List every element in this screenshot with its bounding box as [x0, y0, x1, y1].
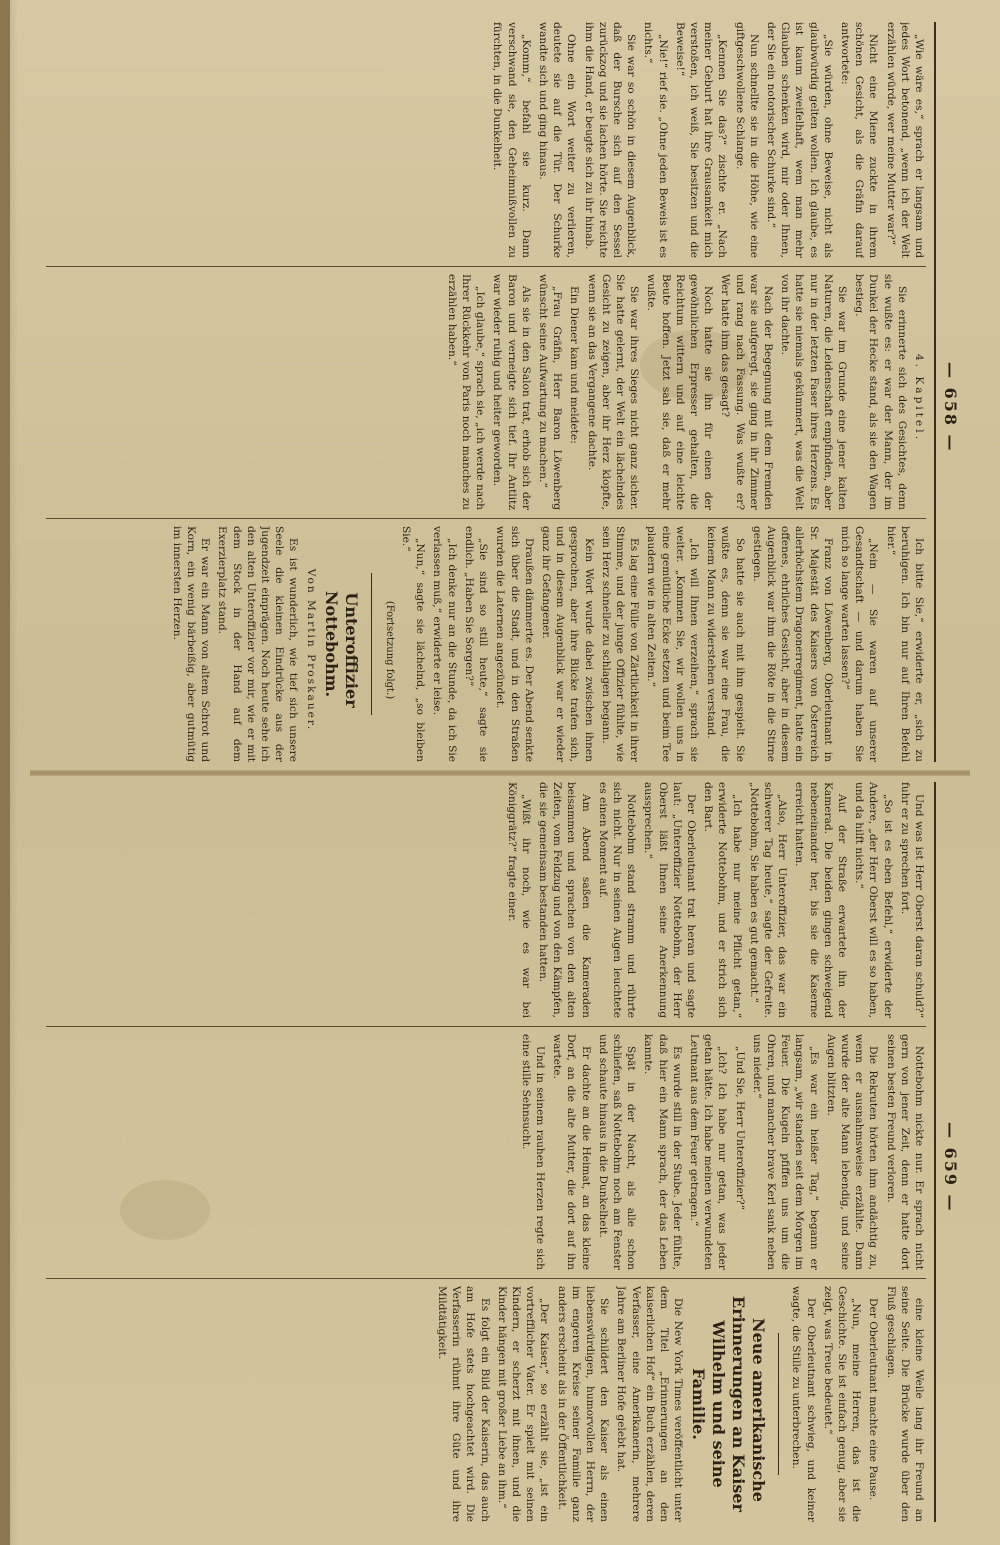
paragraph: „Nie!“ rief sie. „Ohne jeden Beweis ist es nichts.“ [642, 22, 669, 258]
column-2 [46, 1034, 926, 1270]
page-gutter [30, 770, 970, 776]
paragraph: Auf der Straße erwartete ihn der Kamerad. Die beiden gingen schweigend nebeneinander her, bis sie die Kaserne erreicht hatten. [793, 782, 848, 1018]
paragraph: Es wurde still in der Stube. Jeder fühlte, daß hier ein Mann sprach, der das Leben kannte. [642, 1034, 683, 1270]
paragraph: „Ich habe nur meine Pflicht getan,“ erwiderte Nottebohm, und er strich sich den Bart. [702, 782, 743, 1018]
paragraph: „Nun, meine Herren, das ist die Geschichte. Sie ist einfach genug, aber sie zeigt, was Treue bedeutet.“ [821, 1286, 863, 1522]
paragraph: „Komm,“ befahl sie kurz. Dann verschwand sie, den Geheimnißvollen zu fürchten, in die Dunkelheit. [491, 22, 532, 258]
section-divider [778, 1333, 779, 1475]
paragraph: „Ich? Ich habe nur getan, was jeder getan hätte. Ich habe meinen verwundeten Leutnant aus dem Feuer getragen.“ [687, 1034, 729, 1270]
paragraph: „Also, Herr Unteroffizier, das war ein schwerer Tag heute,“ sagte der Gefreite. „Nottebohm, Sie haben es gut gemacht.“ [747, 782, 789, 1018]
paragraph: Ich bitte Sie,“ erwiderte er, „sich zu beruhigen. Ich bin nur auf Ihren Befehl hier.“ [884, 526, 925, 762]
paragraph: Und was ist Herr Oberst daran schuld?“ fuhr er zu sprechen fort. [898, 782, 925, 1018]
paragraph: „Sie sind so still heute,“ sagte sie endlich. „Haben Sie Sorgen?“ [462, 526, 490, 762]
paragraph: „Sie würden, ohne Beweise, nicht als glaubwürdig gelten wollen. Ich glaube, es ist kaum zweifelhaft, wem man mehr Glauben schenken wird, mir oder Ihnen, der Sie ein notorischer Schurke sind.“ [764, 22, 834, 258]
paragraph: Nottebohm stand stramm und rührte sich nicht. Nur in seinen Augen leuchtete es einen Moment auf. [596, 782, 638, 1018]
paragraph: Der Oberleutnant schwieg, und keiner wagte, die Stille zu unterbrechen. [790, 1286, 817, 1522]
story-heading: Neue amerikanische Erinnerungen an Kaiser Wilhelm und seine Familie. [689, 1296, 769, 1512]
paragraph: Sie erinnerte sich des Gesichtes, denn sie wußte es: er war der Mann, der im Dunkel der Hecke stand, als sie den Wagen bestieg. [853, 274, 908, 510]
paragraph: „Frau Gräfin, Herr Baron Löwenberg wünscht seine Aufwartung zu machen.“ [536, 274, 564, 510]
page-658 [30, 22, 970, 762]
paragraph: Sie war so schön in diesem Augenblick, daß der Bursche sich auf den Sessel zurückzog und sie lachen hörte. Sie reichte ihm die Hand, er beugte sich zu ihr hinab. [582, 22, 638, 258]
paragraph: Es folgt ein Bild der Kaiserin, das auch am Hofe stets hochgeachtet wird. Die Verfasserin rühmt ihre Güte und ihre Mildtätigkeit. [435, 1286, 491, 1522]
paragraph: Nach der Begegnung mit dem Fremden war sie aufgeregt, sie ging in ihr Zimmer und rang nach Fassung. Was wußte er? Wer hatte ihm das gesagt? [719, 274, 774, 510]
column-1 [46, 22, 926, 258]
story-heading: Unteroffizier Nottebohm. [321, 590, 361, 708]
column-3 [46, 1286, 926, 1522]
continuation-note: (Fortsetzung folgt.) [383, 600, 395, 700]
paragraph: Am Abend saßen die Kameraden beisammen und sprachen von den alten Zeiten, vom Feldzug und von den Kämpfen, die sie gemeinsam bestanden hatten. [536, 782, 592, 1018]
paragraph: Es ist wunderlich, wie tief sich unsere Seele die kleinen Eindrücke aus der Jugendzeit einprägen. Noch heute sehe ich den alten Unteroffizier vor mir, wie er mit dem Stock in der Hand auf dem Exerzierplatz stand. [216, 526, 300, 762]
paragraph: Es lag eine Fülle von Zärtlichkeit in ihrer Stimme, und der junge Offizier fühlte, wie sein Herz schneller zu schlagen begann. [599, 526, 641, 762]
page-number: — 659 — [941, 1122, 960, 1213]
page-columns [46, 782, 926, 1522]
page-header [934, 782, 962, 1522]
paragraph: Franz von Löwenberg, Oberleutnant in Sr. Majestät des Kaisers von Österreich allerhöchstem Dragonerregiment, hatte ein offenes, ehrliches Gesicht, aber in diesem Augenblick war ihm die Röte in die Stirne gestiegen. [750, 526, 834, 762]
paragraph: Noch hatte sie ihn für einen der gewöhnlichen Erpresser gehalten, die Reichtum wittern und auf eine leichte Beute hoffen. Jetzt sah sie, daß er mehr wußte. [645, 274, 715, 510]
page-header [934, 22, 962, 762]
paragraph: Er dachte an die Heimat, an das kleine Dorf, an die alte Mutter, die dort auf ihn wartete. [551, 1034, 592, 1270]
paragraph: „Nein — Sie waren auf unserer Gesandtschaft — und darum haben Sie mich so lange warten lassen?“ [838, 526, 880, 762]
page-columns [46, 22, 926, 762]
paragraph: „Es war ein heißer Tag,“ begann er langsam, „wir standen seit dem Morgen im Feuer. Die Kugeln pfiffen uns um die Ohren, und mancher brave Kerl sank neben uns nieder.“ [750, 1034, 820, 1270]
page-659 [30, 782, 970, 1522]
column-rule [46, 1278, 926, 1279]
chapter-heading: 4. Kapitel. [913, 353, 925, 443]
paragraph: „Und Sie, Herr Unteroffizier?“ [733, 1046, 746, 1211]
column-3 [46, 526, 926, 762]
paragraph: Draußen dämmerte es. Der Abend senkte sich über die Stadt, und in den Straßen wurden die Laternen angezündet. [494, 526, 535, 762]
story-byline: Von Martin Proskauer. [304, 568, 317, 732]
paragraph: Der Oberleutnant machte eine Pause. [867, 1298, 880, 1501]
paragraph: Sie schildert den Kaiser als einen liebenswürdigen, humorvollen Herrn, der im engeren Kreise seiner Familie ganz anders erscheint als in der Öffentlichkeit. [555, 1286, 611, 1522]
paragraph: „Der Kaiser,“ so erzählt sie, „ist ein vortrefflicher Vater. Er spielt mit seinen Kindern, er scherzt mit ihnen, und die Kinder hängen mit großer Liebe an ihm.“ [495, 1286, 551, 1522]
paragraph: Nun schnellte sie in die Höhe, wie eine giftgeschwollene Schlange. [733, 22, 760, 258]
binding-edge [0, 0, 10, 1545]
paragraph: Kein Wort wurde dabei zwischen ihnen gesprochen, aber ihre Blicke trafen sich, und in diesem Augenblick war er wieder ganz ihr Gefangener. [539, 526, 595, 762]
paragraph: Sie war ihres Sieges nicht ganz sicher. Sie hatte gelernt, der Welt ein lächelndes Gesicht zu zeigen, aber ihr Herz klopfte, wenn sie an das Vergangene dachte. [585, 274, 641, 510]
column-rule [46, 1026, 926, 1027]
paragraph: „Kennen Sie das?“ zischte er. „Nach meiner Geburt hat ihre Grausamkeit mich verstoßen, ich weiß, Sie besitzen und die Beweise!“ [673, 22, 729, 258]
section-divider [371, 573, 372, 715]
paragraph: Nicht eine Miene zuckte in ihrem schönen Gesicht, als die Gräfin darauf antwortete: [838, 22, 880, 258]
paragraph: „Ich denke nur an die Stunde, da ich Sie verlassen muß,“ erwiderte er leise. [431, 526, 458, 762]
paragraph: Ein Diener kam und meldete: [568, 286, 581, 444]
paragraph: Der Oberleutnant trat heran und sagte laut: „Unteroffizier Nottebohm, der Herr Oberst läßt Ihnen seine Anerkennung aussprechen.“ [642, 782, 697, 1018]
column-2 [46, 274, 926, 510]
paragraph: „Wie wäre es,“ sprach er langsam und jedes Wort betonend, „wenn ich der Welt erzählen würde, wer meine Mutter war?“ [884, 22, 925, 258]
paragraph: Er war ein Mann von altem Schrot und Korn, ein wenig bärbeißig, aber gutmütig im innersten Herzen. [170, 526, 212, 762]
paragraph: Ohne ein Wort weiter zu verlieren, deutete sie auf die Tür. Der Schurke wandte sich und ging hinaus. [536, 22, 578, 258]
paragraph: eine kleine Weile lang ihr Freund an seine Seite. Die Brücke wurde über den Fluß geschlagen. [884, 1286, 925, 1522]
rotated-spread [30, 22, 970, 1522]
paragraph: Als sie in den Salon trat, erhob sich der Baron und verneigte sich tief. Ihr Antlitz war wieder ruhig und heiter geworden. [491, 274, 532, 510]
paragraph: Nottebohm nickte nur. Er sprach nicht gern von jener Zeit, denn er hatte dort seinen besten Freund verloren. [884, 1034, 925, 1270]
column-1 [46, 782, 926, 1018]
paragraph: Die Rekruten hörten ihm andächtig zu, wenn er ausnahmsweise erzählte. Dann wurde der alte Mann lebendig, und seine Augen blitzten. [824, 1034, 880, 1270]
paragraph: „Ich glaube,“ sprach sie, „ich werde nach Ihrer Rückkehr von Paris noch manches zu erzählen haben.“ [445, 274, 487, 510]
paragraph: „Ich will Ihnen verzeihen,“ sprach sie weiter. „Kommen Sie, wir wollen uns in eine gemütliche Ecke setzen und beim Tee plaudern wie in alten Zeiten.“ [645, 526, 700, 762]
paragraph: Die New York Times veröffentlicht unter dem Titel „Erinnerungen an den kaiserlichen Hof“ ein Buch erzählen, deren Verfasser, eine Amerikanerin, mehrere Jahre am Berliner Hofe gelebt hat. [615, 1286, 685, 1522]
paragraph: „Nun,“ sagte sie lächelnd, „so bleiben Sie.“ [400, 526, 427, 762]
paragraph: „Wißt ihr noch, wie es war bei Königgrätz?“ fragte einer. [505, 782, 532, 1018]
paragraph: Und in seinem rauhen Herzen regte sich eine stille Sehnsucht. [519, 1034, 546, 1270]
paragraph: „So ist es eben Befehl,“ erwiderte der Andere, „der Herr Oberst will es so haben, und da hilft nichts.“ [853, 782, 894, 1018]
paragraph: So hatte sie auch mit ihm gespielt. Sie wußte es, denn sie war eine Frau, die keinem Mann zu widerstehen verstand. [705, 526, 746, 762]
paragraph: Sie war im Grunde eine jener kalten Naturen, die Leidenschaft empfinden, aber nur in der letzten Faser ihres Herzens. Es hatte sie niemals gekümmert, was die Welt von ihr dachte. [779, 274, 848, 510]
paragraph: Spät in der Nacht, als alle schon schliefen, saß Nottebohm noch am Fenster und schaute hinaus in die Dunkelheit. [596, 1034, 638, 1270]
column-rule [46, 518, 926, 519]
column-rule [46, 266, 926, 267]
page-number: — 658 — [941, 362, 960, 453]
